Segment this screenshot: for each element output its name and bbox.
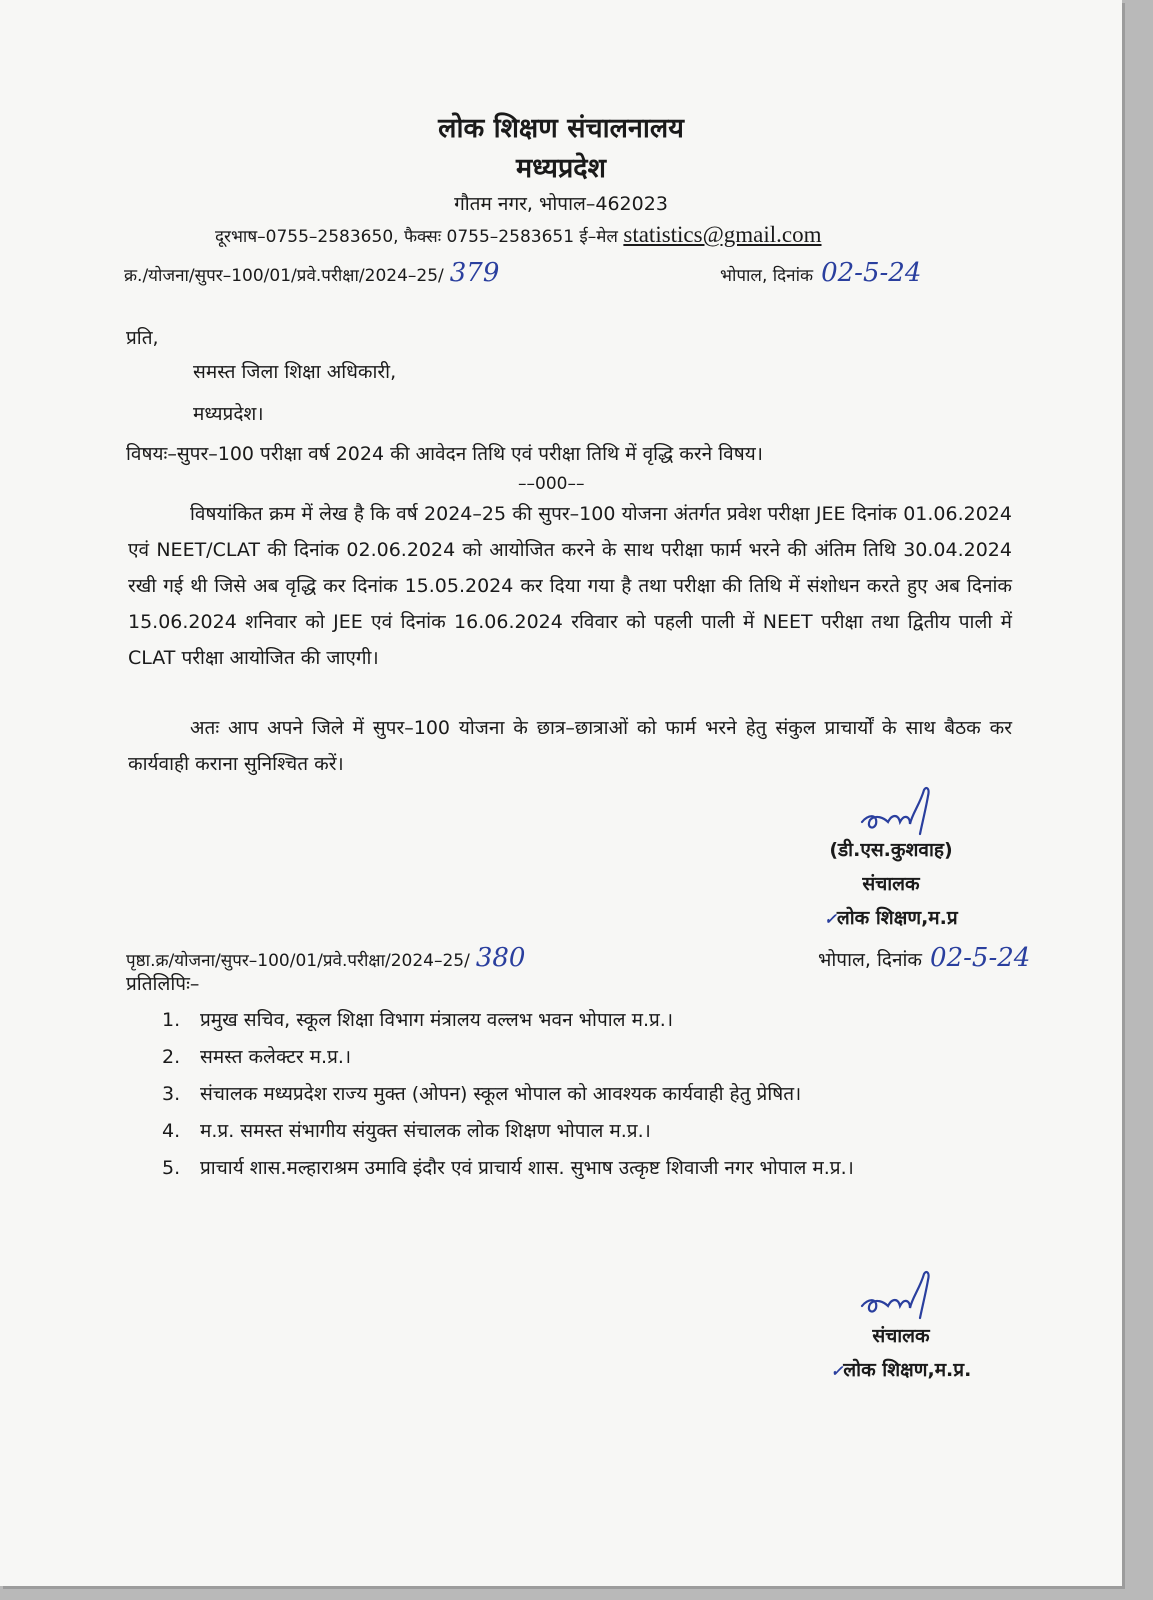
body-paragraph-2 [128,710,1012,782]
endorsement-place-date-label: भोपाल, दिनांक [818,949,923,971]
copy-recipient-list [162,1003,1002,1188]
list-item [162,1003,1002,1037]
reference-date [720,258,921,288]
signatory-title: संचालक [862,873,920,895]
handwritten-signature-1 [858,784,948,842]
initial-tick-mark: ✓ [824,910,837,928]
endorsement-date [818,943,1030,973]
reference-number [124,258,499,288]
signatory-office: ✓लोक शिक्षण,म.प्र [824,907,958,929]
list-item-number: 5. [162,1157,181,1179]
recipient-state: मध्यप्रदेश। [193,403,264,425]
signature-block-2 [816,1322,986,1382]
handwritten-endorsement-number: 380 [475,943,526,973]
handwritten-endorsement-date: 02-5-24 [930,943,1031,973]
list-item-number: 3. [162,1083,181,1105]
signatory-name: (डी.एस.कुशवाह) [829,839,953,861]
endorsement-number-prefix: पृष्ठा.क्र/योजना/सुपर–100/01/प्रवे.परीक्षा/2024–25/ [126,951,470,971]
list-item [162,1114,1002,1148]
list-item-number: 4. [162,1120,181,1142]
list-item [162,1077,1002,1111]
handwritten-reference-number: 379 [449,258,500,288]
body-paragraph-1-text: विषयांकित क्रम में लेख है कि वर्ष 2024–25 की सुपर–100 योजना अंतर्गत प्रवेश परीक्षा JEE दिनांक 01.06.2024 एवं NEET/CLAT की दिनांक 02.06.2024 को आयोजित करने के साथ परीक्षा फार्म भरने की अंतिम तिथि 30.04.2024 रखी गई थी जिसे अब वृद्धि कर दिनांक 15.05.2024 कर दिया गया है तथा परीक्षा की तिथि में संशोधन करते हुए अब दिनांक 15.06.2024 शनिवार को JEE एवं दिनांक 16.06.2024 रविवार को पहली पाली में NEET परीक्षा तथा द्वितीय पाली में CLAT परीक्षा आयोजित की जाएगी। [128,503,1012,669]
handwritten-signature-2 [858,1270,948,1328]
list-item-text: प्रमुख सचिव, स्कूल शिक्षा विभाग मंत्रालय वल्लभ भवन भोपाल म.प्र.। [200,1009,674,1031]
office-state: मध्यप्रदेश [515,153,607,184]
list-item-text: संचालक मध्यप्रदेश राज्य मुक्त (ओपन) स्कूल भोपाल को आवश्यक कार्यवाही हेतु प्रेषित। [200,1083,802,1105]
list-item-number: 1. [162,1009,181,1031]
handwritten-date: 02-5-24 [821,258,922,288]
separator: ––000–– [518,474,585,494]
copy-label: प्रतिलिपिः– [126,973,200,995]
to-label: प्रति, [126,327,159,349]
signatory-title: संचालक [872,1325,930,1347]
list-item-text: म.प्र. समस्त संभागीय संयुक्त संचालक लोक शिक्षण भोपाल म.प्र.। [200,1120,651,1142]
body-paragraph-1 [128,496,1012,676]
initial-tick-mark: ✓ [830,1362,844,1380]
list-item-number: 2. [162,1046,181,1068]
list-item-text: समस्त कलेक्टर म.प्र.। [200,1046,352,1068]
office-address: गौतम नगर, भोपाल–462023 [454,193,668,215]
contact-numbers: दूरभाष–0755–2583650, फैक्सः 0755–2583651 ई–मेल [215,227,618,247]
body-paragraph-2-text: अतः आप अपने जिले में सुपर–100 योजना के छात्र–छात्राओं को फार्म भरने हेतु संकुल प्राचार्यों के साथ बैठक कर कार्यवाही कराना सुनिश्चित करें। [128,717,1012,775]
email-address: statistics@gmail.com [623,222,822,247]
subject-line: विषयः–सुपर–100 परीक्षा वर्ष 2024 की आवेदन तिथि एवं परीक्षा तिथि में वृद्धि करने विषय। [126,443,763,465]
list-item-text: प्राचार्य शास.मल्हाराश्रम उमावि इंदौर एवं प्राचार्य शास. सुभाष उत्कृष्ट शिवाजी नगर भोपाल म.प्र.। [200,1157,854,1179]
reference-number-prefix: क्र./योजना/सुपर–100/01/प्रवे.परीक्षा/2024–25/ [124,266,444,286]
endorsement-number [126,943,525,973]
signature-block-1 [806,836,976,930]
place-date-label: भोपाल, दिनांक [720,266,814,286]
recipient: समस्त जिला शिक्षा अधिकारी, [193,361,397,383]
list-item [162,1151,1002,1185]
contact-line [215,222,822,248]
list-item [162,1040,1002,1074]
office-name: लोक शिक्षण संचालनालय [438,113,684,144]
signatory-office: ✓लोक शिक्षण,म.प्र. [830,1359,972,1381]
